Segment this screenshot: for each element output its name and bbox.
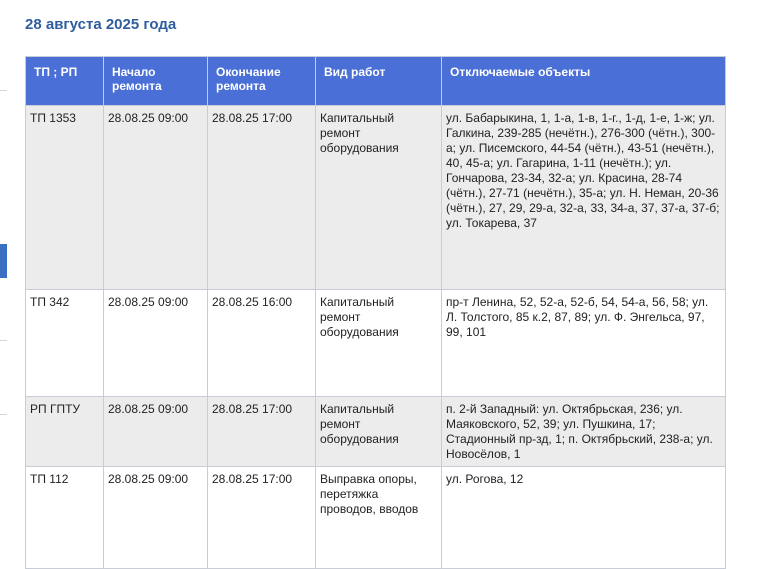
header-work-type: Вид работ <box>316 57 442 106</box>
table-row <box>26 106 726 290</box>
edge-divider <box>0 414 7 415</box>
cell-end: 28.08.25 16:00 <box>208 290 316 397</box>
header-objects: Отключаемые объекты <box>442 57 726 106</box>
cell-start: 28.08.25 09:00 <box>104 290 208 397</box>
cell-tp: ТП 112 <box>26 467 104 569</box>
cell-objects: ул. Бабарыкина, 1, 1-а, 1-в, 1-г., 1-д, 1-е, 1-ж; ул. Галкина, 239-285 (нечётн.), 276-300 (чётн.), 300-а; ул. Писемского, 44-54 (чётн.), 43-51 (нечётн.), 40, 45-а; ул. Гагарина, 1-11 (нечётн.); ул. Гончарова, 23-34, 32-а; ул. Красина, 28-74 (чётн.), 27-71 (нечётн.), 35-а; ул. Н. Неман, 20-36 (чётн.), 27, 29, 29-а, 32-а, 33, 34-а, 37, 37-а, 37-б; ул. Токарева, 37 <box>442 106 726 290</box>
cell-end: 28.08.25 17:00 <box>208 467 316 569</box>
page-title: 28 августа 2025 года <box>25 16 177 33</box>
side-scroll-marker <box>0 244 7 278</box>
cell-end: 28.08.25 17:00 <box>208 397 316 467</box>
cell-start: 28.08.25 09:00 <box>104 467 208 569</box>
edge-divider <box>0 340 7 341</box>
header-end: Окончание ремонта <box>208 57 316 106</box>
table-header-row <box>26 57 726 106</box>
cell-objects: ул. Рогова, 12 <box>442 467 726 569</box>
cell-end: 28.08.25 17:00 <box>208 106 316 290</box>
header-start: Начало ремонта <box>104 57 208 106</box>
cell-objects: пр-т Ленина, 52, 52-а, 52-б, 54, 54-а, 56, 58; ул. Л. Толстого, 85 к.2, 87, 89; ул. Ф. Энгельса, 97, 99, 101 <box>442 290 726 397</box>
cell-start: 28.08.25 09:00 <box>104 397 208 467</box>
cell-work: Выправка опоры, перетяжка проводов, вводов <box>316 467 442 569</box>
table-row <box>26 290 726 397</box>
cell-work: Капитальный ремонт оборудования <box>316 106 442 290</box>
cell-work: Капитальный ремонт оборудования <box>316 290 442 397</box>
cell-tp: ТП 1353 <box>26 106 104 290</box>
cell-start: 28.08.25 09:00 <box>104 106 208 290</box>
table-row <box>26 397 726 467</box>
table-row <box>26 467 726 569</box>
outage-schedule-table <box>25 56 726 569</box>
cell-tp: ТП 342 <box>26 290 104 397</box>
header-tp: ТП ; РП <box>26 57 104 106</box>
edge-divider <box>0 90 7 91</box>
cell-tp: РП ГПТУ <box>26 397 104 467</box>
cell-work: Капитальный ремонт оборудования <box>316 397 442 467</box>
cell-objects: п. 2-й Западный: ул. Октябрьская, 236; ул. Маяковского, 52, 39; ул. Пушкина, 17; Стадионный пр-зд, 1; п. Октябрьский, 238-а; ул. Новосёлов, 1 <box>442 397 726 467</box>
